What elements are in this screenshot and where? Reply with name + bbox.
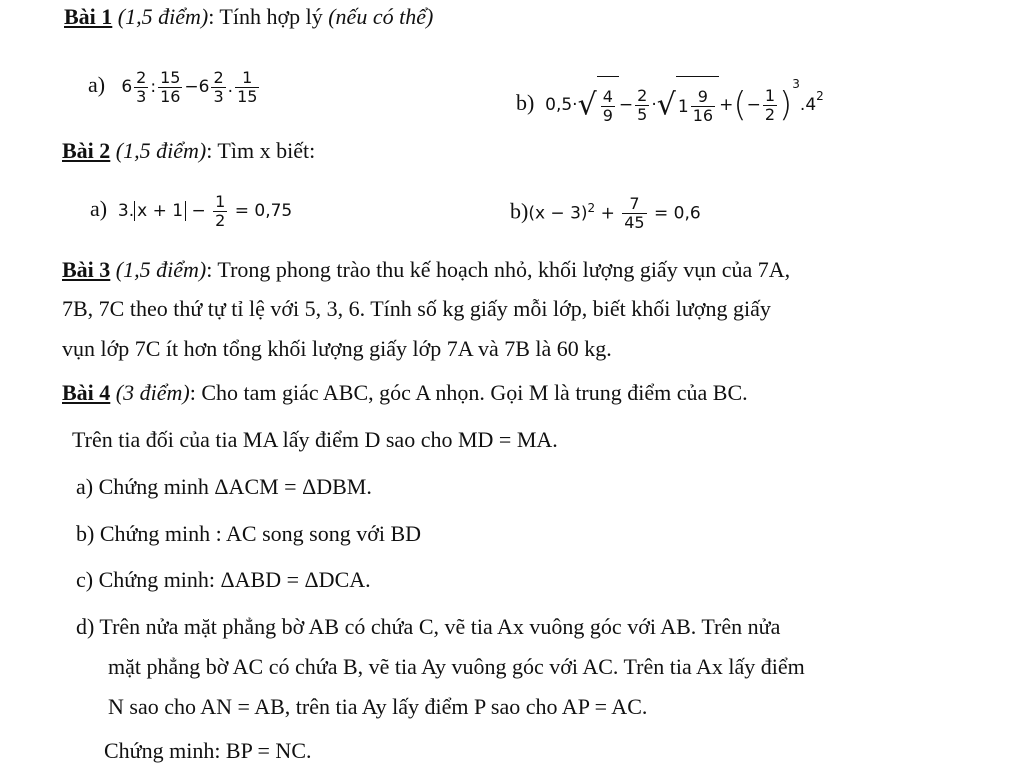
bai1-b-paren-minus: −	[746, 95, 761, 115]
bai2-a-result: = 0,75	[234, 201, 293, 221]
bai2-part-b	[510, 184, 701, 238]
bai1-b-exp: 3	[792, 77, 800, 91]
bai4-text-1: : Cho tam giác ABC, góc A nhọn. Gọi M là trung điểm của BC.	[189, 380, 748, 405]
bai2-instruction: : Tìm x biết:	[206, 138, 316, 163]
bai1-instruction: : Tính hợp lý	[208, 4, 329, 29]
bai1-b-paren-frac: $\frac{1}{2}$	[764, 85, 776, 124]
bai2-b-frac: $\frac{7}{45}$	[624, 194, 645, 233]
bai1-b-sqrt2: √ 1 $\frac{9}{16}$	[657, 76, 719, 135]
bai1-a-frac1: $\frac{2}{3}$	[136, 67, 147, 106]
bai1-b-tail-exp: 2	[816, 89, 824, 103]
bai3-points: (1,5 điểm)	[115, 257, 207, 282]
bai1-b-sqrt1: √ $\frac{4}{9}$	[578, 76, 619, 135]
bai1-points: (1,5 điểm)	[117, 4, 209, 29]
bai4-part-a: a) Chứng minh ΔACM = ΔDBM.	[76, 474, 372, 499]
bai4-part-d-line3: N sao cho AN = AB, trên tia Ay lấy điểm P sao cho AP = AC.	[108, 694, 648, 719]
bai1-a-op1: :	[150, 77, 157, 97]
bai2-b-label: b)	[510, 198, 529, 224]
bai1-a-op3: .	[227, 77, 234, 97]
bai2-part-a	[90, 186, 292, 234]
bai1-part-a	[88, 60, 261, 112]
bai1-title: Bài 1	[64, 4, 113, 29]
bai2-a-frac: $\frac{1}{2}$	[215, 191, 226, 230]
bai4-line2: Trên tia đối của tia MA lấy điểm D sao cho MD = MA.	[72, 427, 558, 452]
bai1-a-whole: 6	[121, 77, 133, 97]
bai3-line3: vụn lớp 7C ít hơn tổng khối lượng giấy lớp 7A và 7B là 60 kg.	[62, 336, 612, 361]
bai4-part-d-line4: Chứng minh: BP = NC.	[104, 738, 312, 763]
bai4-line1	[62, 380, 748, 406]
bai1-b-plus: +	[719, 95, 734, 115]
bai1-b-tail: .4	[799, 95, 817, 115]
bai1-b-dot: ·	[651, 95, 657, 115]
bai3-line1	[62, 257, 790, 283]
bai3-line2: 7B, 7C theo thứ tự tỉ lệ với 5, 3, 6. Tính số kg giấy mỗi lớp, biết khối lượng giấy	[62, 296, 771, 321]
bai1-heading	[64, 4, 433, 30]
bai3-text-1: : Trong phong trào thu kế hoạch nhỏ, khối lượng giấy vụn của 7A,	[206, 257, 791, 282]
bai1-b-minus: −	[618, 95, 634, 115]
bai1-b-start: 0,5·	[545, 95, 578, 115]
bai1-a-label: a)	[88, 72, 106, 97]
bai2-points: (1,5 điểm)	[115, 138, 207, 163]
bai4-points: (3 điểm)	[115, 380, 190, 405]
bai1-a-frac4: $\frac{1}{15}$	[237, 67, 258, 106]
bai2-heading	[62, 138, 315, 164]
bai2-b-exp: 2	[587, 201, 596, 215]
bai1-a-frac3: $\frac{2}{3}$	[213, 67, 224, 106]
bai2-b-pre: (x − 3)	[528, 203, 588, 224]
bai2-a-abs: x + 1	[134, 201, 186, 221]
bai2-a-minus: −	[186, 201, 212, 221]
bai2-b-plus: +	[595, 203, 621, 224]
bai4-part-d-line2: mặt phẳng bờ AC có chứa B, vẽ tia Ay vuông góc với AC. Trên tia Ax lấy điểm	[108, 654, 805, 679]
bai2-a-label: a)	[90, 196, 108, 221]
bai4-part-c: c) Chứng minh: ΔABD = ΔDCA.	[76, 567, 371, 592]
bai2-a-pre: 3.	[117, 201, 135, 221]
bai4-title: Bài 4	[62, 380, 111, 405]
bai3-title: Bài 3	[62, 257, 111, 282]
bai1-a-frac2: $\frac{15}{16}$	[160, 67, 181, 106]
bai2-title: Bài 2	[62, 138, 111, 163]
bai1-part-b: b) 0,5·√ $\frac{4}{9}$ − $\frac{2}{5}$ ·√ 1 $\frac{9}{16}$ +(− $\frac{1}{2}$ )$^3.4^2$	[516, 56, 824, 135]
bai1-b-frac: $\frac{2}{5}$	[637, 85, 648, 124]
bai1-note: (nếu có thể)	[328, 4, 434, 29]
bai4-part-b: b) Chứng minh : AC song song với BD	[76, 521, 422, 546]
bai1-b-label: b)	[516, 90, 535, 115]
bai4-part-d-line1: d) Trên nửa mặt phẳng bờ AB có chứa C, vẽ tia Ax vuông góc với AB. Trên nửa	[76, 614, 781, 639]
bai2-b-result: = 0,6	[654, 203, 701, 224]
bai1-a-op2: −6	[184, 77, 210, 97]
